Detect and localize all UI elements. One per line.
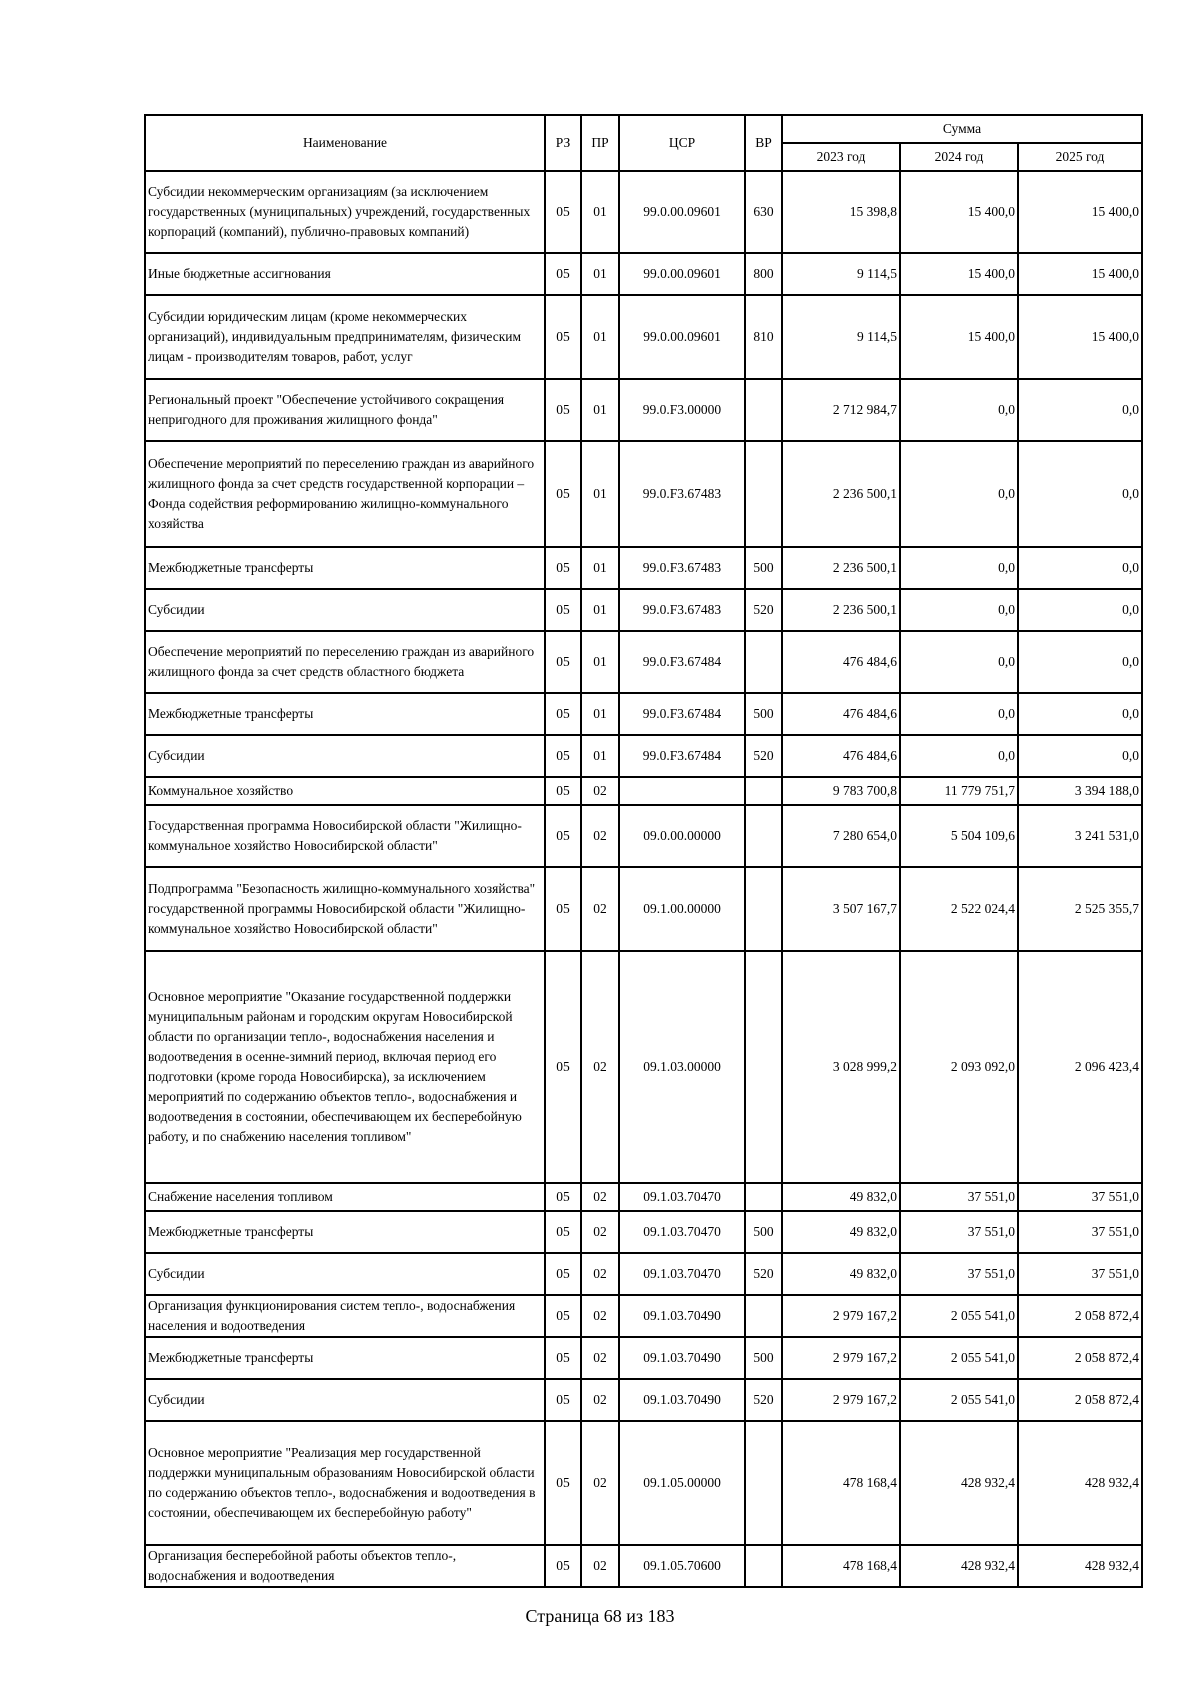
row-sum-2025: 15 400,0 bbox=[1018, 253, 1142, 295]
row-vr bbox=[745, 1295, 782, 1337]
row-rz: 05 bbox=[545, 1295, 581, 1337]
row-sum-2025: 0,0 bbox=[1018, 693, 1142, 735]
row-rz: 05 bbox=[545, 1337, 581, 1379]
table-row bbox=[145, 253, 1142, 295]
row-pr: 02 bbox=[581, 777, 619, 805]
row-sum-2023: 7 280 654,0 bbox=[782, 805, 900, 867]
row-sum-2023: 476 484,6 bbox=[782, 693, 900, 735]
table-row bbox=[145, 1211, 1142, 1253]
table-row bbox=[145, 1337, 1142, 1379]
row-csr: 09.1.00.00000 bbox=[619, 867, 745, 951]
row-sum-2025: 0,0 bbox=[1018, 735, 1142, 777]
row-sum-2025: 0,0 bbox=[1018, 631, 1142, 693]
table-row bbox=[145, 171, 1142, 253]
table-row bbox=[145, 1253, 1142, 1295]
row-vr bbox=[745, 441, 782, 547]
row-sum-2025: 0,0 bbox=[1018, 589, 1142, 631]
row-rz: 05 bbox=[545, 805, 581, 867]
row-sum-2023: 478 168,4 bbox=[782, 1421, 900, 1545]
row-pr: 02 bbox=[581, 1337, 619, 1379]
row-rz: 05 bbox=[545, 1253, 581, 1295]
row-pr: 01 bbox=[581, 547, 619, 589]
row-pr: 01 bbox=[581, 379, 619, 441]
row-sum-2024: 11 779 751,7 bbox=[900, 777, 1018, 805]
row-name: Государственная программа Новосибирской области "Жилищно-коммунальное хозяйство Новосибирской области" bbox=[145, 805, 545, 867]
row-sum-2025: 3 394 188,0 bbox=[1018, 777, 1142, 805]
header-vr: ВР bbox=[745, 115, 782, 171]
row-vr: 520 bbox=[745, 735, 782, 777]
table-row bbox=[145, 1379, 1142, 1421]
row-vr bbox=[745, 867, 782, 951]
row-csr: 09.1.03.00000 bbox=[619, 951, 745, 1183]
row-csr: 09.1.05.70600 bbox=[619, 1545, 745, 1587]
row-sum-2025: 15 400,0 bbox=[1018, 171, 1142, 253]
row-vr: 520 bbox=[745, 589, 782, 631]
row-name: Коммунальное хозяйство bbox=[145, 777, 545, 805]
row-pr: 01 bbox=[581, 253, 619, 295]
header-pr: ПР bbox=[581, 115, 619, 171]
row-pr: 02 bbox=[581, 1421, 619, 1545]
row-sum-2023: 476 484,6 bbox=[782, 631, 900, 693]
row-vr: 520 bbox=[745, 1253, 782, 1295]
row-csr bbox=[619, 777, 745, 805]
row-name: Субсидии bbox=[145, 735, 545, 777]
row-sum-2025: 0,0 bbox=[1018, 547, 1142, 589]
row-csr: 99.0.F3.67483 bbox=[619, 441, 745, 547]
row-rz: 05 bbox=[545, 777, 581, 805]
row-rz: 05 bbox=[545, 1183, 581, 1211]
table-row bbox=[145, 735, 1142, 777]
row-sum-2023: 2 979 167,2 bbox=[782, 1295, 900, 1337]
row-csr: 09.1.03.70490 bbox=[619, 1337, 745, 1379]
row-sum-2023: 49 832,0 bbox=[782, 1211, 900, 1253]
row-sum-2023: 2 236 500,1 bbox=[782, 547, 900, 589]
table-row bbox=[145, 589, 1142, 631]
header-year-2025: 2025 год bbox=[1018, 143, 1142, 171]
row-name: Обеспечение мероприятий по переселению граждан из аварийного жилищного фонда за счет средств государственной корпорации – Фонда содействия реформированию жилищно-коммунального хозяйства bbox=[145, 441, 545, 547]
row-sum-2024: 15 400,0 bbox=[900, 253, 1018, 295]
row-sum-2023: 2 712 984,7 bbox=[782, 379, 900, 441]
row-sum-2025: 0,0 bbox=[1018, 441, 1142, 547]
row-pr: 01 bbox=[581, 631, 619, 693]
row-sum-2024: 15 400,0 bbox=[900, 171, 1018, 253]
row-name: Межбюджетные трансферты bbox=[145, 547, 545, 589]
row-csr: 99.0.F3.67483 bbox=[619, 589, 745, 631]
row-pr: 01 bbox=[581, 735, 619, 777]
row-pr: 01 bbox=[581, 693, 619, 735]
row-rz: 05 bbox=[545, 951, 581, 1183]
row-sum-2023: 478 168,4 bbox=[782, 1545, 900, 1587]
row-rz: 05 bbox=[545, 735, 581, 777]
row-sum-2024: 0,0 bbox=[900, 693, 1018, 735]
row-vr: 500 bbox=[745, 693, 782, 735]
row-sum-2023: 2 979 167,2 bbox=[782, 1379, 900, 1421]
row-vr: 500 bbox=[745, 1211, 782, 1253]
row-csr: 99.0.F3.00000 bbox=[619, 379, 745, 441]
row-rz: 05 bbox=[545, 253, 581, 295]
table-row bbox=[145, 1421, 1142, 1545]
row-pr: 02 bbox=[581, 1183, 619, 1211]
row-csr: 99.0.00.09601 bbox=[619, 253, 745, 295]
row-rz: 05 bbox=[545, 547, 581, 589]
row-name: Подпрограмма "Безопасность жилищно-коммунального хозяйства" государственной программы Новосибирской области "Жилищно-коммунальное хозяйство Новосибирской области" bbox=[145, 867, 545, 951]
row-sum-2024: 0,0 bbox=[900, 589, 1018, 631]
row-csr: 99.0.00.09601 bbox=[619, 295, 745, 379]
row-pr: 02 bbox=[581, 1379, 619, 1421]
row-sum-2023: 3 507 167,7 bbox=[782, 867, 900, 951]
table-row bbox=[145, 1295, 1142, 1337]
row-sum-2024: 37 551,0 bbox=[900, 1183, 1018, 1211]
row-sum-2024: 37 551,0 bbox=[900, 1253, 1018, 1295]
row-vr bbox=[745, 631, 782, 693]
row-vr bbox=[745, 1545, 782, 1587]
row-sum-2024: 428 932,4 bbox=[900, 1545, 1018, 1587]
header-rz: РЗ bbox=[545, 115, 581, 171]
row-sum-2024: 2 055 541,0 bbox=[900, 1379, 1018, 1421]
row-pr: 01 bbox=[581, 441, 619, 547]
row-csr: 09.1.03.70490 bbox=[619, 1295, 745, 1337]
row-pr: 02 bbox=[581, 805, 619, 867]
row-vr bbox=[745, 951, 782, 1183]
header-sum: Сумма bbox=[782, 115, 1142, 143]
row-vr bbox=[745, 1183, 782, 1211]
table-row bbox=[145, 631, 1142, 693]
row-sum-2025: 2 058 872,4 bbox=[1018, 1295, 1142, 1337]
row-name: Организация бесперебойной работы объектов тепло-, водоснабжения и водоотведения bbox=[145, 1545, 545, 1587]
row-sum-2024: 37 551,0 bbox=[900, 1211, 1018, 1253]
row-csr: 99.0.00.09601 bbox=[619, 171, 745, 253]
table-row bbox=[145, 867, 1142, 951]
row-rz: 05 bbox=[545, 1421, 581, 1545]
row-sum-2025: 37 551,0 bbox=[1018, 1253, 1142, 1295]
row-vr: 500 bbox=[745, 547, 782, 589]
row-name: Субсидии юридическим лицам (кроме некоммерческих организаций), индивидуальным предпринимателям, физическим лицам - производителям товаров, работ, услуг bbox=[145, 295, 545, 379]
table-row bbox=[145, 805, 1142, 867]
row-vr bbox=[745, 379, 782, 441]
row-sum-2023: 2 236 500,1 bbox=[782, 589, 900, 631]
row-vr bbox=[745, 777, 782, 805]
row-rz: 05 bbox=[545, 441, 581, 547]
row-name: Субсидии bbox=[145, 1379, 545, 1421]
row-name: Обеспечение мероприятий по переселению граждан из аварийного жилищного фонда за счет средств областного бюджета bbox=[145, 631, 545, 693]
row-sum-2025: 3 241 531,0 bbox=[1018, 805, 1142, 867]
row-name: Межбюджетные трансферты bbox=[145, 1337, 545, 1379]
row-sum-2023: 3 028 999,2 bbox=[782, 951, 900, 1183]
row-sum-2023: 9 783 700,8 bbox=[782, 777, 900, 805]
row-vr: 810 bbox=[745, 295, 782, 379]
budget-table bbox=[144, 114, 1143, 1588]
row-rz: 05 bbox=[545, 1379, 581, 1421]
page-number: Страница 68 из 183 bbox=[525, 1606, 675, 1626]
header-row-top bbox=[145, 115, 1142, 143]
row-name: Региональный проект "Обеспечение устойчивого сокращения непригодного для проживания жилищного фонда" bbox=[145, 379, 545, 441]
row-sum-2023: 2 236 500,1 bbox=[782, 441, 900, 547]
row-pr: 02 bbox=[581, 867, 619, 951]
row-pr: 02 bbox=[581, 951, 619, 1183]
row-sum-2024: 2 093 092,0 bbox=[900, 951, 1018, 1183]
row-rz: 05 bbox=[545, 589, 581, 631]
header-csr: ЦСР bbox=[619, 115, 745, 171]
row-sum-2024: 2 055 541,0 bbox=[900, 1295, 1018, 1337]
row-sum-2025: 37 551,0 bbox=[1018, 1183, 1142, 1211]
row-csr: 09.1.03.70470 bbox=[619, 1183, 745, 1211]
row-sum-2025: 0,0 bbox=[1018, 379, 1142, 441]
row-name: Субсидии bbox=[145, 1253, 545, 1295]
row-csr: 09.1.03.70470 bbox=[619, 1253, 745, 1295]
row-sum-2024: 0,0 bbox=[900, 441, 1018, 547]
row-pr: 01 bbox=[581, 171, 619, 253]
row-sum-2024: 15 400,0 bbox=[900, 295, 1018, 379]
table-row bbox=[145, 379, 1142, 441]
row-rz: 05 bbox=[545, 1211, 581, 1253]
table-row bbox=[145, 777, 1142, 805]
row-sum-2024: 2 055 541,0 bbox=[900, 1337, 1018, 1379]
row-csr: 99.0.F3.67483 bbox=[619, 547, 745, 589]
row-vr bbox=[745, 1421, 782, 1545]
table-body bbox=[145, 171, 1142, 1587]
row-pr: 01 bbox=[581, 295, 619, 379]
header-name: Наименование bbox=[145, 115, 545, 171]
row-csr: 99.0.F3.67484 bbox=[619, 631, 745, 693]
row-csr: 09.1.03.70470 bbox=[619, 1211, 745, 1253]
row-sum-2024: 2 522 024,4 bbox=[900, 867, 1018, 951]
row-name: Межбюджетные трансферты bbox=[145, 1211, 545, 1253]
table-row bbox=[145, 951, 1142, 1183]
row-name: Основное мероприятие "Реализация мер государственной поддержки муниципальным образованиям Новосибирской области по содержанию объектов тепло-, водоснабжения и водоотведения в состоянии, обеспечивающем их бесперебойную работу" bbox=[145, 1421, 545, 1545]
row-sum-2025: 37 551,0 bbox=[1018, 1211, 1142, 1253]
table-row bbox=[145, 441, 1142, 547]
row-sum-2023: 49 832,0 bbox=[782, 1253, 900, 1295]
row-name: Субсидии некоммерческим организациям (за исключением государственных (муниципальных) учреждений, государственных корпораций (компаний), публично-правовых компаний) bbox=[145, 171, 545, 253]
row-sum-2023: 476 484,6 bbox=[782, 735, 900, 777]
row-sum-2024: 0,0 bbox=[900, 735, 1018, 777]
row-sum-2024: 5 504 109,6 bbox=[900, 805, 1018, 867]
row-sum-2023: 2 979 167,2 bbox=[782, 1337, 900, 1379]
row-sum-2023: 15 398,8 bbox=[782, 171, 900, 253]
row-pr: 02 bbox=[581, 1295, 619, 1337]
row-sum-2024: 0,0 bbox=[900, 379, 1018, 441]
row-sum-2025: 2 058 872,4 bbox=[1018, 1379, 1142, 1421]
row-sum-2024: 0,0 bbox=[900, 631, 1018, 693]
row-sum-2025: 428 932,4 bbox=[1018, 1421, 1142, 1545]
table-row bbox=[145, 295, 1142, 379]
row-sum-2024: 428 932,4 bbox=[900, 1421, 1018, 1545]
header-year-2023: 2023 год bbox=[782, 143, 900, 171]
row-pr: 01 bbox=[581, 589, 619, 631]
row-sum-2025: 15 400,0 bbox=[1018, 295, 1142, 379]
row-vr: 500 bbox=[745, 1337, 782, 1379]
row-name: Основное мероприятие "Оказание государственной поддержки муниципальным районам и городским округам Новосибирской области по организации тепло-, водоснабжения населения и водоотведения в осенне-зимний период, включая период его подготовки (кроме города Новосибирска), за исключением мероприятий по содержанию объектов тепло-, водоснабжения и водоотведения в состоянии, обеспечивающем их бесперебойную работу, и по снабжению населения топливом" bbox=[145, 951, 545, 1183]
row-sum-2025: 2 096 423,4 bbox=[1018, 951, 1142, 1183]
row-csr: 09.1.03.70490 bbox=[619, 1379, 745, 1421]
row-name: Иные бюджетные ассигнования bbox=[145, 253, 545, 295]
row-csr: 99.0.F3.67484 bbox=[619, 693, 745, 735]
row-csr: 09.1.05.00000 bbox=[619, 1421, 745, 1545]
row-name: Субсидии bbox=[145, 589, 545, 631]
row-sum-2023: 9 114,5 bbox=[782, 253, 900, 295]
row-sum-2024: 0,0 bbox=[900, 547, 1018, 589]
row-rz: 05 bbox=[545, 867, 581, 951]
row-rz: 05 bbox=[545, 295, 581, 379]
header-year-2024: 2024 год bbox=[900, 143, 1018, 171]
table-row bbox=[145, 1545, 1142, 1587]
row-name: Снабжение населения топливом bbox=[145, 1183, 545, 1211]
table-row bbox=[145, 693, 1142, 735]
row-sum-2023: 49 832,0 bbox=[782, 1183, 900, 1211]
row-sum-2025: 2 058 872,4 bbox=[1018, 1337, 1142, 1379]
table-row bbox=[145, 1183, 1142, 1211]
row-sum-2025: 428 932,4 bbox=[1018, 1545, 1142, 1587]
row-pr: 02 bbox=[581, 1545, 619, 1587]
row-vr bbox=[745, 805, 782, 867]
row-sum-2025: 2 525 355,7 bbox=[1018, 867, 1142, 951]
row-rz: 05 bbox=[545, 1545, 581, 1587]
table-row bbox=[145, 547, 1142, 589]
row-vr: 630 bbox=[745, 171, 782, 253]
row-name: Межбюджетные трансферты bbox=[145, 693, 545, 735]
row-pr: 02 bbox=[581, 1211, 619, 1253]
row-csr: 09.0.00.00000 bbox=[619, 805, 745, 867]
row-sum-2023: 9 114,5 bbox=[782, 295, 900, 379]
row-rz: 05 bbox=[545, 379, 581, 441]
row-rz: 05 bbox=[545, 631, 581, 693]
row-vr: 800 bbox=[745, 253, 782, 295]
row-rz: 05 bbox=[545, 693, 581, 735]
row-vr: 520 bbox=[745, 1379, 782, 1421]
row-name: Организация функционирования систем тепло-, водоснабжения населения и водоотведения bbox=[145, 1295, 545, 1337]
row-pr: 02 bbox=[581, 1253, 619, 1295]
row-rz: 05 bbox=[545, 171, 581, 253]
row-csr: 99.0.F3.67484 bbox=[619, 735, 745, 777]
